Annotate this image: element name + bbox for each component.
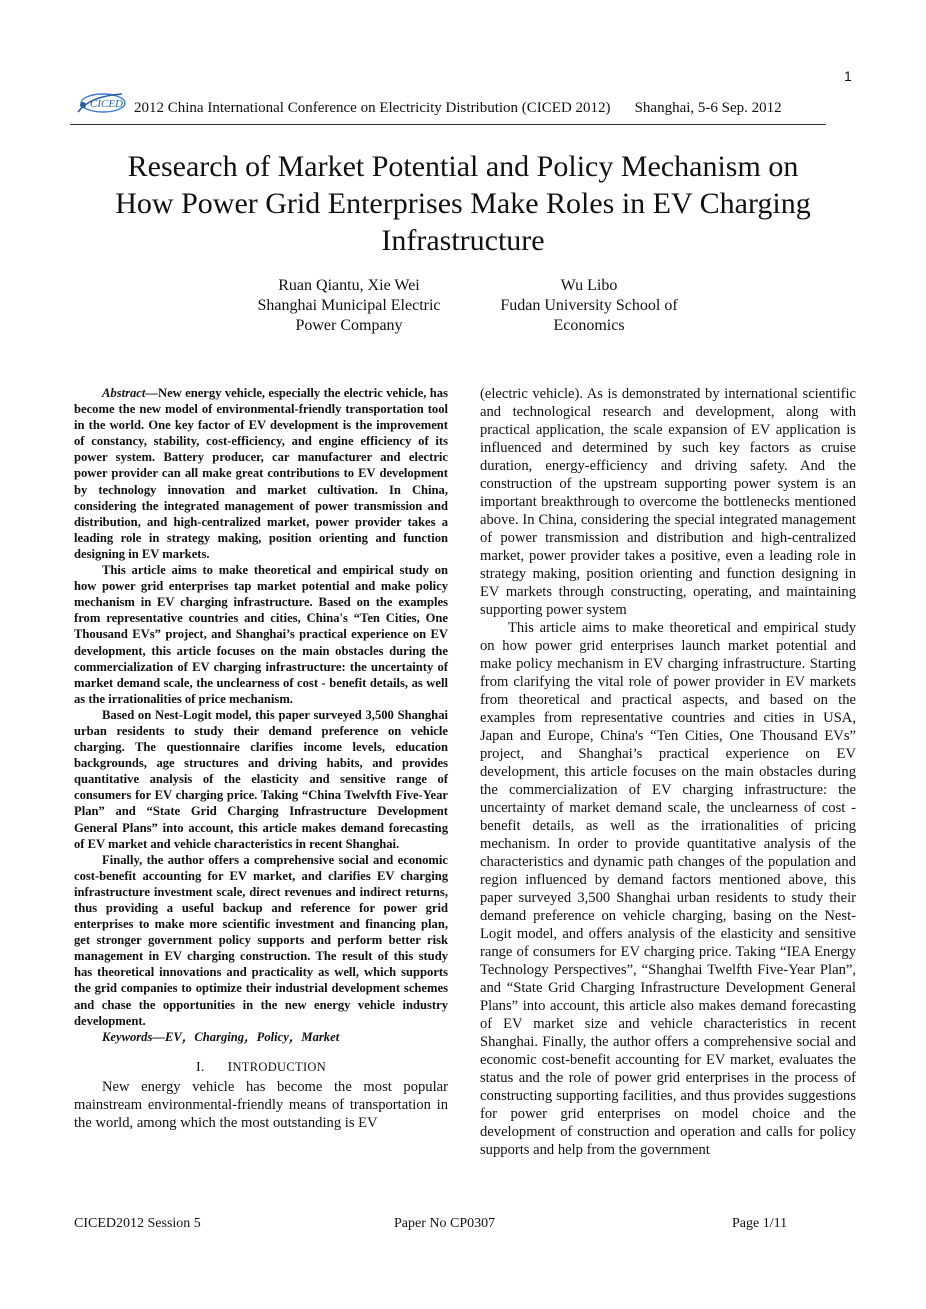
author-affiliation: Economics: [553, 317, 625, 334]
abstract-paragraph: Based on Nest-Logit model, this paper surveyed 3,500 Shanghai urban residents to study their demand preference on vehicle charging. The questionnaire clarifies income levels, education backgrounds, age structures and driving habits, and provides quantitative analysis of the elasticity and sensitive range of consumers for EV charging price. Taking “China Twelvfth Five-Year Plan” and “State Grid Charging Infrastructure Development General Plans” into account, this article makes demand forecasting of EV market and vehicle characteristics in recent Shanghai.: [74, 707, 448, 851]
paper-title: [40, 148, 886, 259]
footer-session: CICED2012 Session 5: [74, 1216, 201, 1231]
body-paragraph: This article aims to make theoretical and empirical study on how power grid enterprises launch market potential and make policy mechanism in EV charging infrastructure. Starting from clarifying the vital role of power provider in EV markets from theoretical and practical aspects, and based on the examples from representative countries and cities in USA, Japan and Europe, China's “Ten Cities, One Thousand EVs” project, and Shanghai’s practical experience on EV development, this article focuses on the main obstacles during the commercialization of EV charging infrastructure: the uncertainty of market demand scale, the unclearness of cost -benefit details, as well as the irrationalities of pricing mechanism. In order to provide quantitative analysis of the characteristics and dynamic path changes of the population and region influenced by demand factors mentioned above, this paper surveyed 3,500 Shanghai urban residents to study their demand preference on vehicle charging, basing on the Nest-Logit model, and offers analysis of the elasticity and sensitive range of consumers for EV charging price. Taking “IEA Energy Technology Perspectives”, “Shanghai Twelfth Five-Year Plan”, and “State Grid Charging Infrastructure Development General Plans” into account, this article also makes demand forecasting of EV market size and vehicle characteristics in recent Shanghai. Finally, the author offers a comprehensive social and economic cost-benefit accounting for EV market, evaluates the status and the role of power grid enterprises in the process of constructing supporting facilities, and thus provides suggestions for power grid enterprises on model choice and the development of construction and operation and calls for policy supports and help from the government: [480, 620, 856, 1158]
ciced-logo: [70, 86, 134, 120]
footer-page: Page 1/11: [732, 1216, 788, 1231]
right-column: [480, 385, 856, 1159]
section-heading: [74, 1060, 448, 1076]
author-names: Wu Libo: [560, 277, 618, 294]
author-affiliation: Power Company: [295, 317, 403, 334]
page-footer: [74, 1216, 794, 1236]
title-line: How Power Grid Enterprises Make Roles in EV Charging: [115, 187, 811, 220]
section-title-rest: NTRODUCTION: [232, 1059, 327, 1074]
logo-text: CICED: [90, 98, 123, 110]
section-number: I.: [195, 1059, 205, 1075]
keywords: Keywords—EV，Charging，Policy，Market: [102, 1029, 340, 1044]
title-line: Infrastructure: [381, 224, 545, 257]
body-paragraph: New energy vehicle has become the most popular mainstream environmental-friendly means of transportation in the world, among which the most outstanding is EV: [74, 1078, 448, 1131]
author-affiliation: Shanghai Municipal Electric: [257, 297, 441, 314]
title-line: Research of Market Potential and Policy Mechanism on: [127, 150, 799, 183]
footer-paper-no: Paper No CP0307: [394, 1216, 496, 1231]
left-column: [74, 385, 448, 1132]
page-number: 1: [844, 68, 852, 84]
author-affiliation: Fudan University School of: [500, 297, 678, 314]
conference-location: Shanghai, 5-6 Sep. 2012: [634, 100, 782, 116]
abstract-label: Abstract: [102, 386, 146, 400]
running-header: [70, 86, 826, 125]
section-title-initial: I: [227, 1059, 233, 1075]
conference-name: 2012 China International Conference on Electricity Distribution (CICED 2012): [134, 100, 611, 116]
author-block: [478, 276, 700, 336]
author-names: Ruan Qiantu, Xie Wei: [278, 277, 420, 294]
body-paragraph: (electric vehicle). As is demonstrated by international scientific and technological research and development, along with practical application, the scale expansion of EV application is influenced and determined by such key factors as cruise duration, energy-efficiency and driving safety. And the construction of the upstream supporting power system is an important breakthrough to overcome the bottlenecks mentioned above. In China, considering the special integrated management of power transmission and distribution and high-centralized market, power provider takes a positive, even a leading role in strategy making, position orienting and function designing in EV markets through constructing, operating, and maintaining supporting power system: [480, 386, 856, 618]
abstract-paragraph: Abstract—New energy vehicle, especially the electric vehicle, has become the new model of environmental-friendly transportation tool in the world. One key factor of EV development is the improvement of constancy, stability, cost-efficiency, and engine efficiency of its power system. Battery producer, car manufacturer and electric power provider can all make great contributions to EV development by technology innovation and market cultivation. In China, considering the integrated management of power transmission and distribution, and high-centralized market, power provider takes a leading role in strategy making, position orienting and function designing in EV markets.: [74, 386, 448, 561]
abstract-paragraph: This article aims to make theoretical and empirical study on how power grid enterprises tap market potential and make policy mechanism in EV charging infrastructure. Based on the examples from representative countries and cities, China's “Ten Cities, One Thousand EVs” project, and Shanghai’s practical experience on EV development, this article focuses on the main obstacles during the commercialization of EV charging infrastructure: the uncertainty of market demand scale, the unclearness of cost - benefit details, as well as the irrationalities of price mechanism.: [74, 563, 448, 706]
abstract-paragraph: Finally, the author offers a comprehensive social and economic cost-benefit accounting for EV market, and clarifies EV charging infrastructure investment scale, direct revenues and indirect returns, thus providing a useful backup and reference for power grid enterprises to make more scientific investment and financing plan, get stronger government policy supports and perform better risk management in EV charging construction. The result of this study has theoretical innovations and practicality as well, which supports the grid companies to optimize their industrial development schemes and chase the opportunities in the new energy vehicle industry development.: [74, 852, 448, 1028]
author-block: [236, 276, 462, 336]
